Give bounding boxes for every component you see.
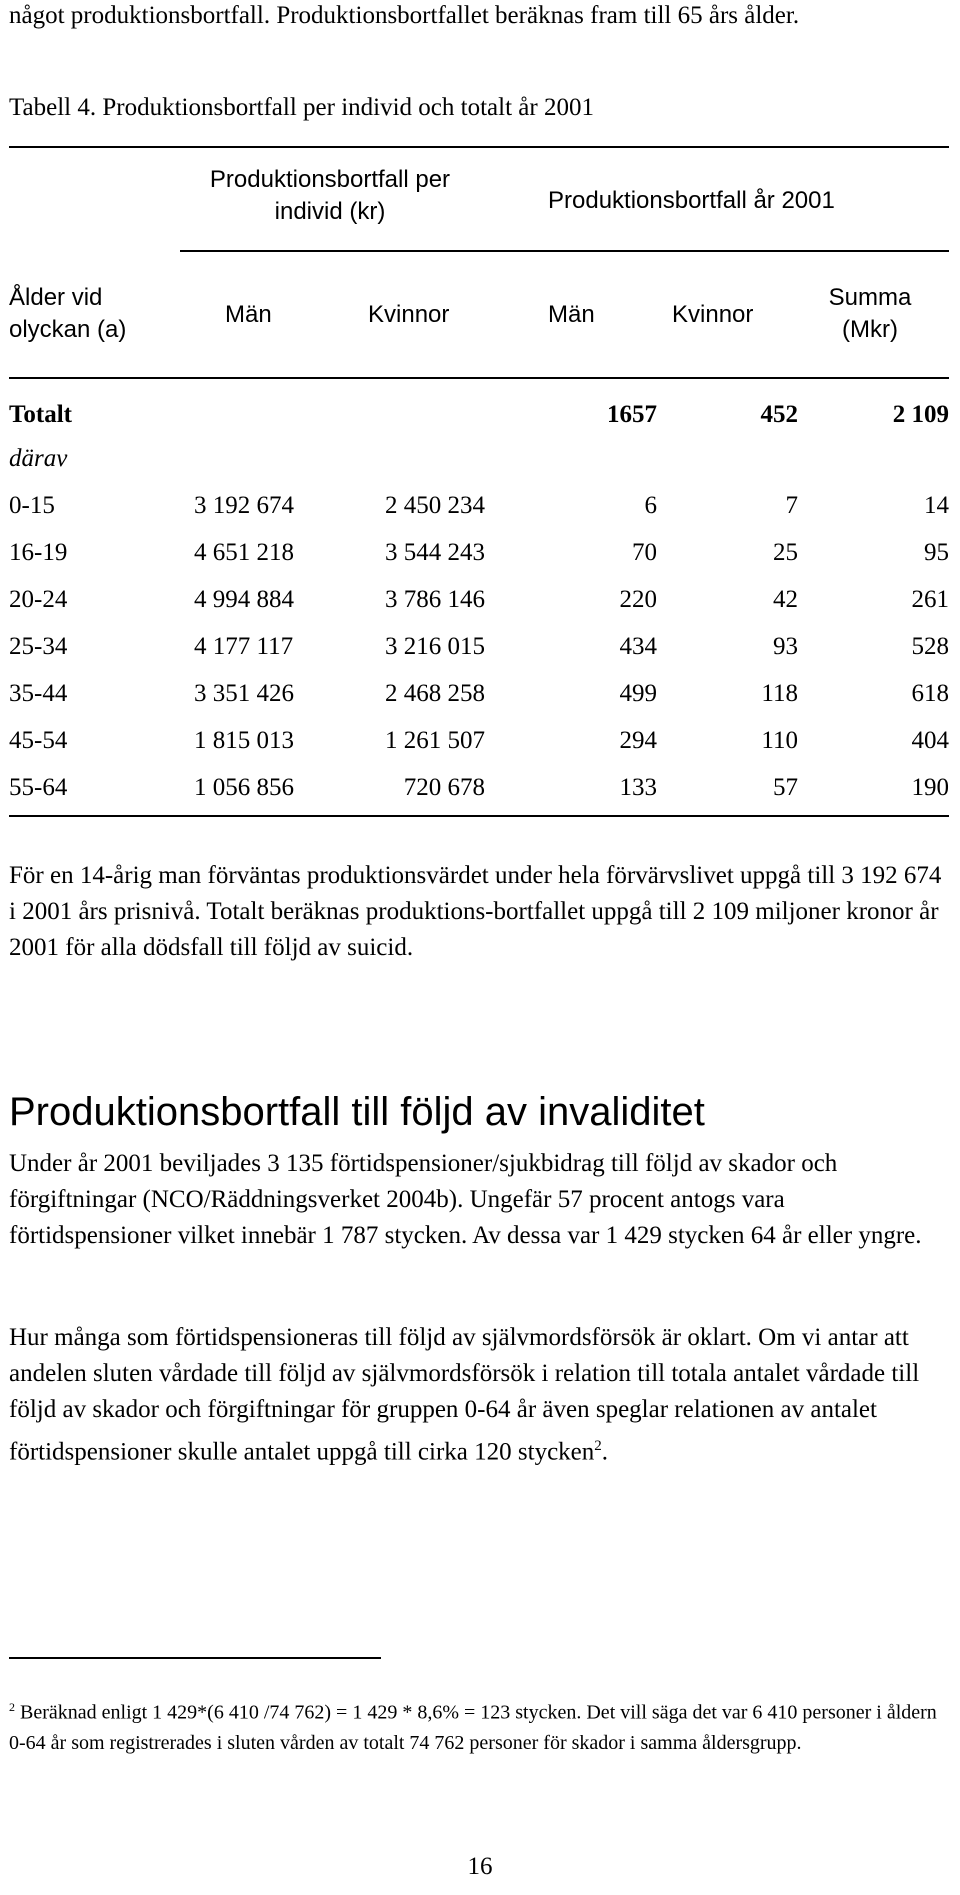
column-header-man-total: Män [548, 301, 595, 328]
group-header-rule [180, 250, 949, 252]
table-note: För en 14-årig man förväntas produktionsvärdet under hela förvärvslivet uppgå till 3 192 674 i 2001 års prisnivå. Totalt beräknas produktions-bortfallet uppgå till 2 109 miljoner kronor år 2001 för alla dödsfall till följd av suicid. [9, 862, 942, 961]
row-individ-man: 4 177 117 [194, 633, 294, 660]
footnote-marker: 2 [9, 1700, 15, 1714]
row-total-kvinnor: 110 [761, 727, 798, 754]
total-row-kvinnor: 452 [760, 401, 798, 428]
row-total-man: 294 [619, 727, 657, 754]
row-individ-kvinnor: 3 216 015 [385, 633, 485, 660]
footnote-text: Beräknad enligt 1 429*(6 410 /74 762) = 1 429 * 8,6% = 123 stycken. Det vill säga det var 6 410 personer i åldern 0-64 år som registrerades i sluten vården av totalt 74 762 personer för skador i samma åldersgrupp. [9, 1701, 937, 1754]
row-individ-man: 4 651 218 [194, 539, 294, 566]
row-total-man: 133 [619, 774, 657, 801]
footnote [9, 1692, 949, 1758]
row-summa: 528 [911, 633, 949, 660]
group-header-per-individ: Produktionsbortfall per individ (kr) [209, 166, 451, 225]
row-individ-kvinnor: 720 678 [403, 774, 485, 801]
row-individ-man: 3 351 426 [194, 680, 294, 707]
column-header-man-per-individ: Män [225, 301, 272, 328]
row-total-man: 220 [619, 586, 657, 613]
row-total-man: 6 [644, 492, 657, 519]
total-row-label: Totalt [9, 401, 72, 428]
group-header-total: Produktionsbortfall år 2001 [548, 187, 835, 214]
row-age: 0-15 [9, 492, 55, 519]
paragraph-text: Hur många som förtidspensioneras till följd av självmordsförsök är oklart. Om vi antar att andelen sluten vårdade till följd av självmordsförsök i relation till totala antalet vårdade till följd av skador och förgiftningar för gruppen 0-64 år även speglar relationen av antalet förtidspensioner skulle antalet uppgå till cirka 120 stycken [9, 1324, 920, 1466]
table-top-rule [9, 146, 949, 148]
row-age: 35-44 [9, 680, 68, 707]
row-summa: 95 [924, 539, 949, 566]
footnote-rule [9, 1657, 381, 1659]
table-caption: Tabell 4. Produktionsbortfall per individ och totalt år 2001 [9, 94, 594, 121]
row-total-man: 434 [619, 633, 657, 660]
row-individ-man: 1 056 856 [194, 774, 294, 801]
row-age: 45-54 [9, 727, 68, 754]
row-age: 20-24 [9, 586, 68, 613]
paragraph-invaliditet-1: Under år 2001 beviljades 3 135 förtidspensioner/sjukbidrag till följd av skador och förgiftningar (NCO/Räddningsverket 2004b). Ungefär 57 procent antogs vara förtidspensioner vilket innebär 1 787 stycken. Av dessa var 1 429 stycken 64 år eller yngre. [9, 1150, 922, 1249]
paragraph-end: . [601, 1438, 609, 1466]
total-row-man: 1657 [607, 401, 657, 428]
column-header-summa: Summa (Mkr) [828, 284, 912, 343]
row-summa: 618 [911, 680, 949, 707]
row-individ-kvinnor: 2 450 234 [385, 492, 485, 519]
row-individ-kvinnor: 1 261 507 [385, 727, 485, 754]
row-age: 55-64 [9, 774, 68, 801]
total-row-summa: 2 109 [892, 401, 949, 428]
row-summa: 190 [911, 774, 949, 801]
column-header-kvinnor-per-individ: Kvinnor [368, 301, 450, 328]
column-header-rule [9, 377, 949, 379]
section-heading: Produktionsbortfall till följd av invaliditet [9, 1090, 705, 1134]
table-bottom-rule [9, 815, 949, 817]
row-age: 25-34 [9, 633, 68, 660]
row-total-kvinnor: 118 [761, 680, 798, 707]
row-summa: 261 [911, 586, 949, 613]
row-individ-kvinnor: 2 468 258 [385, 680, 485, 707]
row-individ-man: 4 994 884 [194, 586, 294, 613]
darav-label: därav [9, 445, 68, 472]
page-number: 16 [467, 1853, 493, 1880]
row-total-man: 499 [619, 680, 657, 707]
column-header-kvinnor-total: Kvinnor [672, 301, 754, 328]
row-summa: 14 [924, 492, 949, 519]
row-total-kvinnor: 7 [785, 492, 798, 519]
row-individ-kvinnor: 3 786 146 [385, 586, 485, 613]
paragraph-invaliditet-2 [9, 1320, 949, 1470]
column-header-age: Ålder vid olyckan (a) [9, 284, 127, 343]
footnote-reference: 2 [594, 1438, 602, 1454]
row-individ-man: 3 192 674 [194, 492, 294, 519]
row-summa: 404 [911, 727, 949, 754]
row-total-man: 70 [632, 539, 657, 566]
row-total-kvinnor: 57 [773, 774, 798, 801]
row-individ-kvinnor: 3 544 243 [385, 539, 485, 566]
row-total-kvinnor: 42 [773, 586, 798, 613]
row-total-kvinnor: 93 [773, 633, 798, 660]
row-age: 16-19 [9, 539, 68, 566]
row-individ-man: 1 815 013 [194, 727, 294, 754]
row-total-kvinnor: 25 [773, 539, 798, 566]
intro-paragraph: något produktionsbortfall. Produktionsbortfallet beräknas fram till 65 års ålder. [9, 2, 800, 29]
